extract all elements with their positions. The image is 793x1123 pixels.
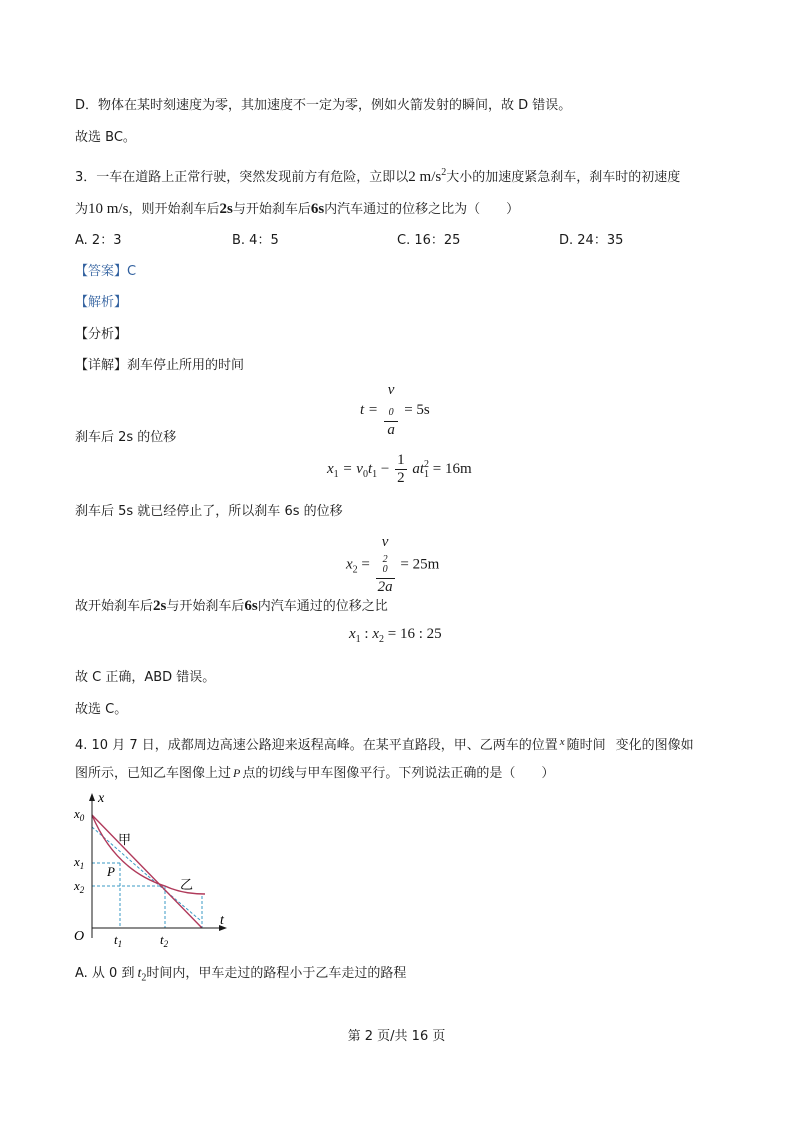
t-axis-label: t — [220, 913, 224, 928]
q3-v0-value: 10 m/s — [88, 201, 129, 217]
option-d-text: D．物体在某时刻速度为零，其加速度不一定为零，例如火箭发射的瞬间，故 D 错误。 — [75, 98, 572, 113]
analysis-label: 【解析】 — [75, 295, 128, 310]
choose-bc-text: 故选 BC。 — [75, 130, 136, 145]
c-correct-text: 故 C 正确，ABD 错误。 — [75, 670, 216, 685]
after-2s-text: 刹车后 2s 的位移 — [75, 430, 177, 445]
q3-accel-value: 2 $m/s^2$ — [408, 167, 447, 185]
q3-6s: 6s — [310, 201, 325, 217]
answer-label: 【答案】C — [75, 264, 137, 279]
t2-label: $t_2$ — [160, 932, 169, 949]
t1-label: $t_1$ — [114, 932, 123, 949]
fenxi-label: 【分析】 — [75, 327, 128, 342]
question-3-line-1: 3．一车在道路上正常行驶，突然发现前方有危险，立即以2 $m/s^2$大小的加速度紧急刹车，刹车时的初速度 — [75, 167, 681, 185]
page-footer: 第 2 页/共 16 页 — [347, 1029, 446, 1044]
x-axis-arrow — [89, 793, 95, 801]
x-axis-label: x — [98, 791, 105, 806]
after-5s-text: 刹车后 5s 就已经停止了，所以刹车 6s 的位移 — [75, 504, 343, 519]
option-a: A. 2：3 — [75, 233, 122, 248]
x2-label: $x_2$ — [74, 878, 85, 895]
option-b: B. 4：5 — [232, 233, 279, 248]
detail-label: 【详解】刹车停止所用的时间 — [75, 358, 245, 373]
equation-ratio: $x_1$ : $x_2 = 16$ : 25 — [349, 626, 442, 645]
question-4-line-2: 图所示，已知乙车图像上过 P 点的切线与甲车图像平行。下列说法正确的是（ ） — [75, 766, 555, 781]
question-4-line-1: 4. 10 月 7 日，成都周边高速公路迎来返程高峰。在某平直路段，甲、乙两车的位置 $^x$ 随时间 变化的图像如 — [75, 736, 694, 753]
equation-x2: $x_2$ = v $_0^2$ 2a = 25m — [346, 534, 440, 595]
car-yi-label: 乙 — [180, 877, 194, 892]
choose-c-text: 故选 C。 — [75, 702, 128, 717]
car-jia-label: 甲 — [118, 832, 132, 847]
origin-label: O — [74, 929, 85, 944]
option-c: C. 16：25 — [397, 233, 461, 248]
position-time-graph — [70, 790, 240, 950]
x1-label: $x_1$ — [74, 854, 85, 871]
ratio-text: 故开始刹车后2s与开始刹车后6s内汽车通过的位移之比 — [75, 598, 388, 614]
equation-x1: $x_1 = v_0t_1$ − $\frac{1}{2}$ $at_1^2 = 16m$ — [327, 452, 472, 486]
option-d: D. 24：35 — [559, 233, 624, 248]
q3-2s: 2s — [219, 201, 233, 217]
x0-label: $x_0$ — [74, 806, 85, 823]
equation-stop-time: t = v $_0$ a = 5s — [360, 382, 430, 438]
question-3-line-2: 为10 m/s，则开始刹车后2s与开始刹车后6s内汽车通过的位移之比为（ ） — [75, 201, 520, 217]
point-p-label: P — [107, 864, 115, 879]
question-4-option-a: A. 从 0 到 $t_2$时间内，甲车走过的路程小于乙车走过的路程 — [75, 966, 407, 984]
